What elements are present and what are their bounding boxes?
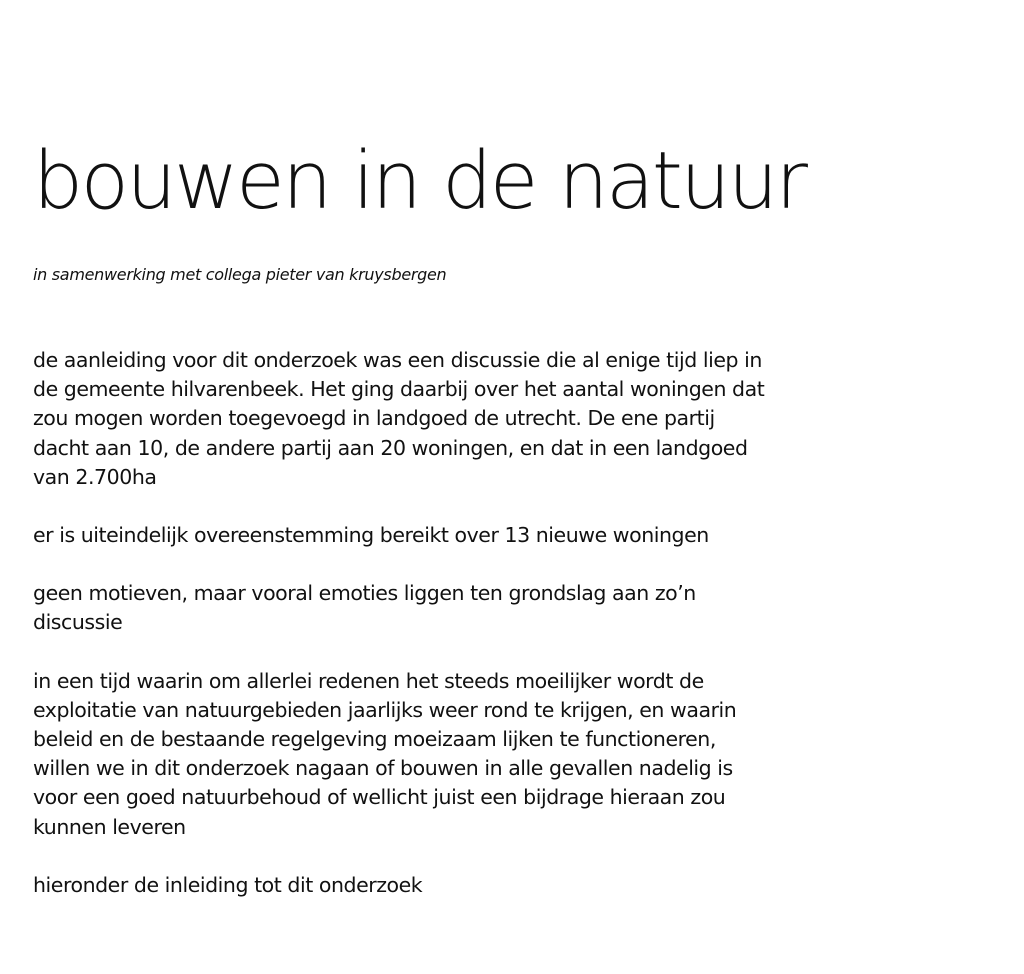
paragraph-overeenstemming <box>33 521 993 550</box>
body-text <box>33 346 993 929</box>
text-line: dacht aan 10, de andere partij aan 20 woningen, en dat in een landgoed <box>33 435 748 460</box>
page-subtitle: in samenwerking met collega pieter van kruysbergen <box>33 265 447 284</box>
text-line: de gemeente hilvarenbeek. Het ging daarbij over het aantal woningen dat <box>33 377 765 402</box>
page-title: bouwen in de natuur <box>33 135 806 227</box>
text-line: geen motieven, maar vooral emoties liggen ten grondslag aan zo’n <box>33 581 696 606</box>
text-line: er is uiteindelijk overeenstemming bereikt over 13 nieuwe woningen <box>33 523 709 548</box>
text-line: willen we in dit onderzoek nagaan of bouwen in alle gevallen nadelig is <box>33 756 733 781</box>
text-line: de aanleiding voor dit onderzoek was een discussie die al enige tijd liep in <box>33 348 762 372</box>
text-line: zou mogen worden toegevoegd in landgoed de utrecht. De ene partij <box>33 406 715 431</box>
paragraph-aanleiding <box>33 346 993 492</box>
text-line: van 2.700ha <box>33 464 157 489</box>
paragraph-onderzoek <box>33 667 993 842</box>
paragraph-emoties <box>33 579 993 637</box>
text-line: hieronder de inleiding tot dit onderzoek <box>33 872 423 897</box>
text-line: voor een goed natuurbehoud of wellicht juist een bijdrage hieraan zou <box>33 785 726 810</box>
text-line: discussie <box>33 610 123 635</box>
paragraph-inleiding <box>33 871 993 900</box>
text-line: beleid en de bestaande regelgeving moeizaam lijken te functioneren, <box>33 727 716 752</box>
text-line: exploitatie van natuurgebieden jaarlijks weer rond te krijgen, en waarin <box>33 697 737 722</box>
text-line: kunnen leveren <box>33 814 186 839</box>
text-line: in een tijd waarin om allerlei redenen het steeds moeilijker wordt de <box>33 668 704 693</box>
